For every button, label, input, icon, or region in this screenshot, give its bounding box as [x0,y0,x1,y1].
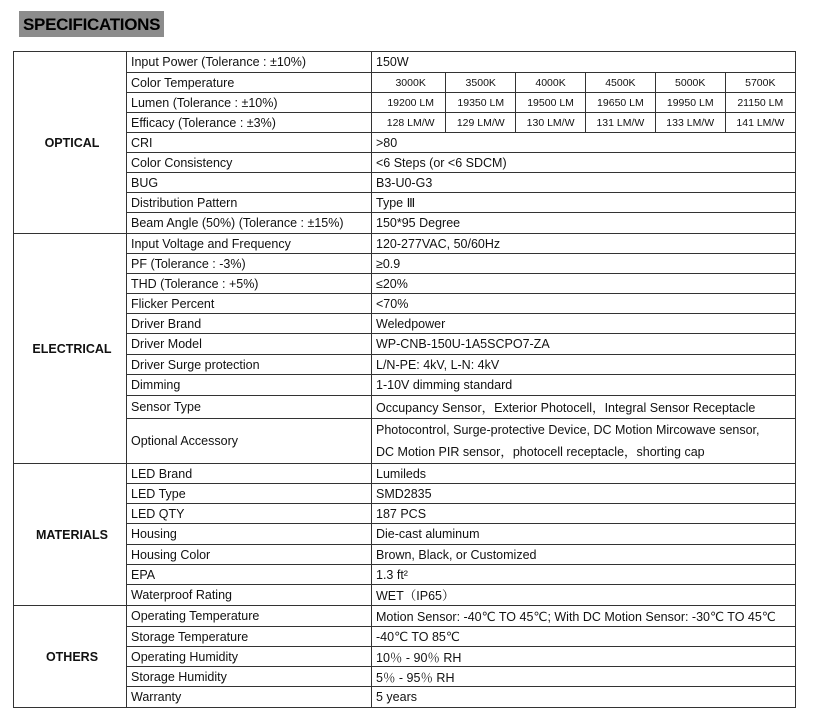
table-row [14,606,796,627]
efficacy-4000: 130 LM/W [516,113,586,132]
table-row [14,73,796,93]
value-driver-brand: Weledpower [372,314,796,334]
table-row [14,173,796,193]
value-lumen [372,93,796,113]
table-row [14,294,796,314]
table-row [14,113,796,133]
optional-accessory-line-1: Photocontrol, Surge-protective Device, DC Motion Mircowave sensor, [376,423,760,437]
lumen-3000: 19200 LM [387,96,435,109]
param-housing: Housing [127,524,372,545]
param-input-power: Input Power (Tolerance : ±10%) [127,52,372,73]
param-optional-accessory: Optional Accessory [127,419,372,464]
table-row [14,314,796,334]
value-color-temperature [372,73,796,93]
table-row [14,464,796,484]
value-flicker: <70% [372,294,796,314]
value-sensor-type: Occupancy Sensor，Exterior Photocell，Integral Sensor Receptacle [372,396,796,419]
table-row [14,545,796,565]
value-pf: ≥0.9 [372,254,796,274]
cct-5700: 5700K [725,73,795,92]
param-beam-angle: Beam Angle (50%) (Tolerance : ±15%) [127,213,372,234]
table-row [14,687,796,708]
value-surge: L/N-PE: 4kV, L-N: 4kV [372,355,796,375]
value-input-power: 150W [372,52,796,73]
table-row [14,93,796,113]
param-storage-humidity: Storage Humidity [127,667,372,687]
cct-3500: 3500K [446,73,516,92]
value-optional-accessory [372,419,796,464]
value-housing-color: Brown, Black, or Customized [372,545,796,565]
cct-4500: 4500K [585,73,655,92]
param-lumen: Lumen (Tolerance : ±10%) [127,93,372,113]
optional-accessory-line-2: DC Motion PIR sensor，photocell receptacle，shorting cap [376,445,705,459]
param-warranty: Warranty [127,687,372,708]
param-sensor-type: Sensor Type [127,396,372,419]
table-row [14,667,796,687]
table-row [14,193,796,213]
page-title: SPECIFICATIONS [19,11,164,37]
table-row [14,396,796,419]
value-warranty: 5 years [372,687,796,708]
group-materials: MATERIALS [14,464,127,606]
value-epa: 1.3 ft² [372,565,796,585]
table-row [14,627,796,647]
param-color-consistency: Color Consistency [127,153,372,173]
param-operating-temp: Operating Temperature [127,606,372,627]
param-surge: Driver Surge protection [127,355,372,375]
value-waterproof: WET（IP65） [372,585,796,606]
value-cri: >80 [372,133,796,153]
group-optical: OPTICAL [14,52,127,234]
value-housing: Die-cast aluminum [372,524,796,545]
lumen-3500: 19350 LM [446,93,516,112]
table-row [14,565,796,585]
value-color-consistency: <6 Steps (or <6 SDCM) [372,153,796,173]
table-row [14,274,796,294]
param-efficacy: Efficacy (Tolerance : ±3%) [127,113,372,133]
param-epa: EPA [127,565,372,585]
group-electrical: ELECTRICAL [14,234,127,464]
value-operating-humidity: 10％ - 90％ RH [372,647,796,667]
param-operating-humidity: Operating Humidity [127,647,372,667]
param-led-brand: LED Brand [127,464,372,484]
value-led-type: SMD2835 [372,484,796,504]
param-thd: THD (Tolerance : +5%) [127,274,372,294]
param-color-temperature: Color Temperature [127,73,372,93]
value-driver-model: WP-CNB-150U-1A5SCPO7-ZA [372,334,796,355]
param-driver-brand: Driver Brand [127,314,372,334]
table-row [14,153,796,173]
group-others: OTHERS [14,606,127,708]
param-led-qty: LED QTY [127,504,372,524]
value-led-brand: Lumileds [372,464,796,484]
value-bug: B3-U0-G3 [372,173,796,193]
table-row [14,213,796,234]
param-distribution: Distribution Pattern [127,193,372,213]
value-thd: ≤20% [372,274,796,294]
table-row [14,355,796,375]
value-led-qty: 187 PCS [372,504,796,524]
table-row [14,504,796,524]
param-cri: CRI [127,133,372,153]
table-row [14,254,796,274]
lumen-4000: 19500 LM [516,93,586,112]
cct-3000: 3000K [395,76,426,89]
param-storage-temp: Storage Temperature [127,627,372,647]
value-storage-humidity: 5％ - 95％ RH [372,667,796,687]
value-input-voltage: 120-277VAC, 50/60Hz [372,234,796,254]
value-efficacy [372,113,796,133]
efficacy-4500: 131 LM/W [585,113,655,132]
cct-5000: 5000K [655,73,725,92]
value-storage-temp: -40℃ TO 85℃ [372,627,796,647]
efficacy-3500: 129 LM/W [446,113,516,132]
table-row [14,52,796,73]
param-input-voltage: Input Voltage and Frequency [127,234,372,254]
lumen-5000: 19950 LM [655,93,725,112]
table-row [14,647,796,667]
value-operating-temp: Motion Sensor: -40℃ TO 45℃; With DC Motion Sensor: -30℃ TO 45℃ [372,606,796,627]
param-driver-model: Driver Model [127,334,372,355]
param-waterproof: Waterproof Rating [127,585,372,606]
cct-4000: 4000K [516,73,586,92]
efficacy-5000: 133 LM/W [655,113,725,132]
efficacy-3000: 128 LM/W [386,116,435,129]
table-row [14,334,796,355]
table-row [14,585,796,606]
param-pf: PF (Tolerance : -3%) [127,254,372,274]
param-flicker: Flicker Percent [127,294,372,314]
table-row [14,375,796,396]
table-row [14,133,796,153]
lumen-5700: 21150 LM [725,93,795,112]
efficacy-5700: 141 LM/W [725,113,795,132]
table-row [14,484,796,504]
param-dimming: Dimming [127,375,372,396]
specifications-table [13,51,796,708]
table-row [14,524,796,545]
param-bug: BUG [127,173,372,193]
lumen-4500: 19650 LM [585,93,655,112]
value-beam-angle: 150*95 Degree [372,213,796,234]
value-distribution: Type Ⅲ [372,193,796,213]
param-housing-color: Housing Color [127,545,372,565]
value-dimming: 1-10V dimming standard [372,375,796,396]
table-row [14,419,796,464]
table-row [14,234,796,254]
param-led-type: LED Type [127,484,372,504]
